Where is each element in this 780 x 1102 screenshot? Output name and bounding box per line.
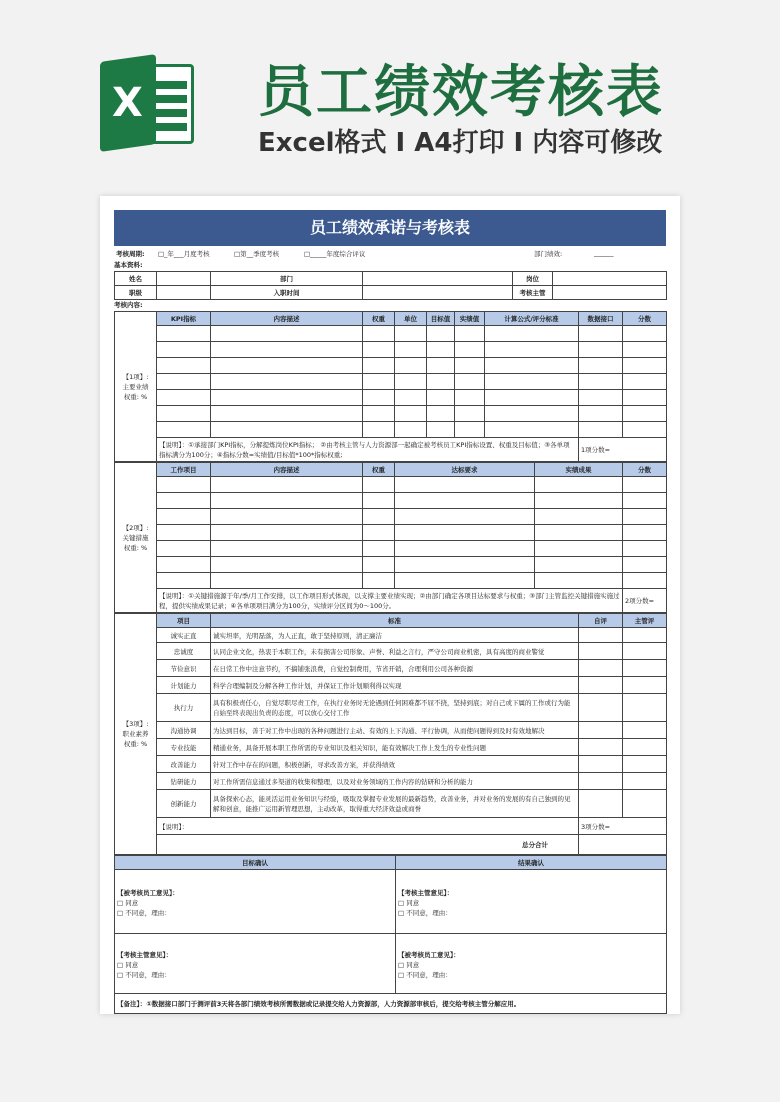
target-supervisor-agree[interactable]: □ 同意 [117,960,139,969]
kpi-header-target: 目标值 [427,312,455,326]
supervisor-field[interactable] [553,286,667,300]
table-row[interactable] [115,406,667,422]
form-title: 员工绩效承诺与考核表 [114,210,666,246]
result-supervisor-disagree[interactable]: □ 不同意，理由： [398,908,452,917]
table-row[interactable]: 沟通协调 为达到目标，善于对工作中出现的各种问题进行主动、有效的上下沟通、平行协调，从而使问题得到及时有效地解决 [115,722,667,739]
rank-label: 职级 [115,286,157,300]
quality-table [114,613,667,855]
kpi-table [114,311,667,462]
join-date-label: 入职时间 [211,286,363,300]
quality-header-self: 自评 [579,614,623,628]
table-row[interactable] [115,573,667,589]
table-row[interactable] [115,541,667,557]
post-label: 岗位 [513,272,553,286]
target-confirm-title: 目标确认 [115,856,396,870]
kpi-side-label: 【1项】: 主要业绩 权重: % [115,312,157,462]
quality-header-manager: 主管评 [623,614,667,628]
result-employee-opinion: 【被考核员工意见】： □ 同意 □ 不同意，理由： [396,934,667,994]
work-score-label[interactable]: 2项分数= [623,589,667,613]
table-row[interactable]: 专业技能 精通业务，具备开展本职工作所需的专业知识及相关知识，能有效解决工作上发生的专业性问题 [115,739,667,756]
target-supervisor-opinion: 【考核主管意见】： □ 同意 □ 不同意，理由： [115,934,396,994]
hero-header [0,0,780,190]
table-row[interactable] [115,509,667,525]
period-option-quarter[interactable]: □第__季度考核 [234,249,280,258]
table-row[interactable] [115,390,667,406]
table-row[interactable] [115,342,667,358]
work-header-weight: 权重 [363,463,395,477]
table-row[interactable] [115,326,667,342]
table-row[interactable]: 执行力 具有积极责任心，自觉尽职尽责工作，在执行业务时无论遇到任何困难都不屈不挠，坚持到底；对自己或下属的工作或行为能自始至终表现出负责的态度，可以放心交付工作 [115,694,667,722]
work-header-item: 工作项目 [157,463,211,477]
content-label: 考核内容: [114,301,143,309]
hero-title: 员工绩效考核表 [258,60,664,125]
table-row[interactable] [115,422,667,438]
name-label: 姓名 [115,272,157,286]
hero-subtitle: Excel格式 Ⅰ A4打印 Ⅰ 内容可修改 [258,128,663,158]
basic-info-label: 基本资料: [114,261,143,269]
rank-field[interactable] [157,286,211,300]
table-row[interactable]: 节俭意识 在日常工作中注意节约，不搞铺张浪费，自觉控制费用，节省开销，合理利用公司各种资源 [115,660,667,677]
kpi-header-score: 分数 [623,312,667,326]
supervisor-label: 考核主管 [513,286,553,300]
result-supervisor-opinion: 【考核主管意见】： □ 同意 □ 不同意，理由： [396,870,667,934]
table-row[interactable] [115,493,667,509]
work-table [114,462,667,613]
target-employee-agree[interactable]: □ 同意 [117,898,139,907]
result-confirm-title: 结果确认 [396,856,667,870]
table-row[interactable]: 创新能力 具备探索心态，能灵活运用业务知识与经验，吸取及掌握专业发展的最新趋势，改善业务，并对业务的发展的有自己独到的见解和创意，能推广运用新管理思想，主动改革，取得重大经济效益或商誉 [115,790,667,818]
quality-note: 【说明】： [157,818,579,835]
dept-field[interactable] [363,272,513,286]
target-employee-disagree[interactable]: □ 不同意，理由： [117,908,171,917]
excel-logo-icon: X [100,58,196,148]
work-header-standard: 达标要求 [395,463,535,477]
period-option-year[interactable]: □_____年度综合评议 [304,249,366,258]
dept-perf-label: 部门绩效: [534,249,563,258]
period-label: 考核周期: [116,249,145,258]
table-row[interactable]: 诚实正直 诚实坦率，光明磊落，为人正直，敢于坚持原则，清正廉洁 [115,628,667,643]
period-table [114,246,666,260]
period-option-month[interactable]: □_年___月度考核 [158,249,210,258]
table-row[interactable] [115,557,667,573]
name-field[interactable] [157,272,211,286]
target-employee-opinion: 【被考核员工意见】： □ 同意 □ 不同意，理由： [115,870,396,934]
quality-header-standard: 标准 [211,614,579,628]
table-row[interactable]: 改善能力 针对工作中存在的问题，积极创新，寻求改善方案，并获得绩效 [115,756,667,773]
footer-note: 【备注】：①数据接口部门于测评前3天将各部门绩效考核所需数据或记录提交给人力资源部，人力资源部审核后，提交给考核主管分解应用。 [115,994,667,1014]
table-row[interactable]: 忠诚度 认同企业文化，热衷于本职工作，未有损害公司形象、声誉、利益之言行，严守公司商业机密，具有高度的商业警觉 [115,643,667,660]
dept-label: 部门 [211,272,363,286]
kpi-header-desc: 内容描述 [211,312,363,326]
quality-header-item: 项目 [157,614,211,628]
table-row[interactable] [115,374,667,390]
table-row[interactable] [115,358,667,374]
total-score-field[interactable] [579,835,667,855]
work-note: 【说明】：①关键措施源于年/季/月工作安排，以工作项目形式体现，以支撑主要业绩实现；②由部门确定各项目达标要求与权重；③部门主管监控关键措施实施过程，提供实绩成果记录；④各单项项目满分为100分，实绩评分区间为0～100分。 [157,589,623,613]
kpi-header-weight: 权重 [363,312,395,326]
kpi-note: 【说明】：①承接部门KPI指标，分解提炼岗位KPI指标； ②由考核主管与人力资源部一起确定被考核员工KPI指标设置、权重及目标值；③各单项指标满分为100分；④指标分数=实绩值/目标值*100*指标权重; [157,438,579,462]
quality-side-label: 【3项】: 职业素养 权重: % [115,614,157,855]
kpi-header-source: 数据接口 [579,312,623,326]
total-score-label: 总分合计 [157,835,579,855]
kpi-score-label[interactable]: 1项分数= [579,438,667,462]
table-row[interactable]: 计划能力 科学合理编制及分解各种工作计划，并保证工作计划顺利得以实现 [115,677,667,694]
result-employee-agree[interactable]: □ 同意 [398,960,420,969]
table-row[interactable]: 钻研能力 对工作所需信息通过多渠道的收集和整理，以及对业务领域的工作内容的钻研和分析的能力 [115,773,667,790]
work-side-label: 【2项】: 关键措施 权重: % [115,463,157,613]
post-field[interactable] [553,272,667,286]
table-row[interactable] [115,477,667,493]
document-paper [100,196,680,1014]
kpi-header-indicator: KPI指标 [157,312,211,326]
confirm-table [114,855,667,1014]
kpi-header-formula: 计算公式/评分标准 [485,312,579,326]
kpi-header-actual: 实绩值 [455,312,485,326]
dept-perf-value[interactable]: ______ [594,249,614,257]
result-employee-disagree[interactable]: □ 不同意，理由： [398,970,452,979]
table-row[interactable] [115,525,667,541]
target-supervisor-disagree[interactable]: □ 不同意，理由： [117,970,171,979]
work-header-score: 分数 [623,463,667,477]
quality-score-label[interactable]: 3项分数= [579,818,667,835]
result-supervisor-agree[interactable]: □ 同意 [398,898,420,907]
basic-info-table [114,271,667,300]
work-header-result: 实绩成果 [535,463,623,477]
join-date-field[interactable] [363,286,513,300]
kpi-header-unit: 单位 [395,312,427,326]
work-header-desc: 内容描述 [211,463,363,477]
